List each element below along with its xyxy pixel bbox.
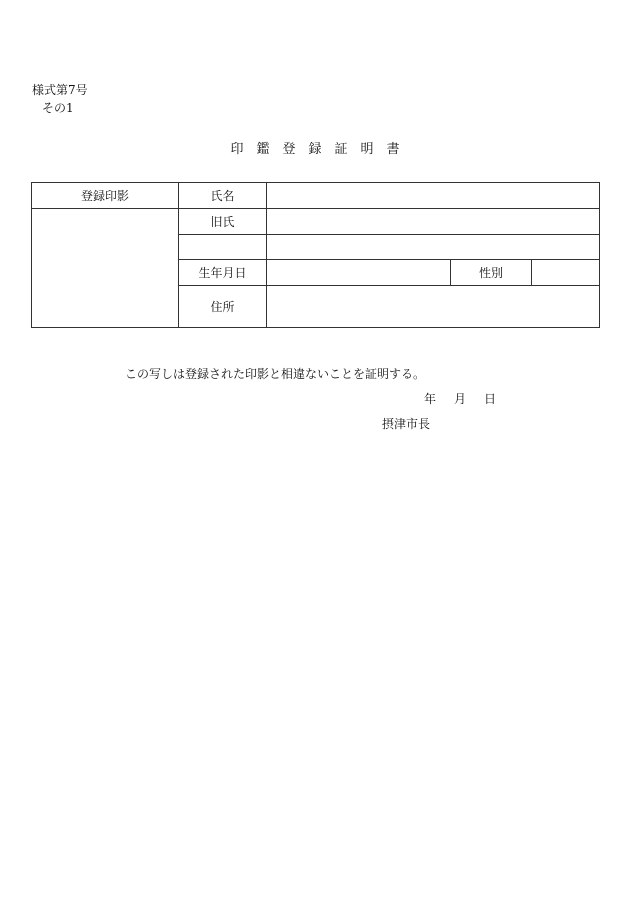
birthdate-label: 生年月日 [179, 260, 267, 286]
certification-statement: この写しは登録された印影と相違ないことを証明する。 [125, 367, 426, 381]
registration-table [31, 182, 600, 328]
table-row [32, 209, 600, 235]
former-name-value [267, 209, 600, 235]
year-label: 年 [424, 392, 437, 406]
form-sub-number: その1 [42, 101, 74, 115]
gender-value [532, 260, 600, 286]
day-label: 日 [484, 392, 497, 406]
seal-label: 登録印影 [32, 183, 179, 209]
gender-label: 性別 [451, 260, 532, 286]
issuer-name: 摂津市長 [382, 417, 431, 431]
document-title: 印 鑑 登 録 証 明 書 [230, 142, 400, 157]
blank-label [179, 235, 267, 260]
address-value [267, 286, 600, 328]
name-value [267, 183, 600, 209]
address-label: 住所 [179, 286, 267, 328]
birthdate-value [267, 260, 451, 286]
blank-value [267, 235, 600, 260]
former-name-label: 旧氏 [179, 209, 267, 235]
form-number: 様式第7号 [32, 83, 88, 97]
table-row [32, 183, 600, 209]
name-label: 氏名 [179, 183, 267, 209]
month-label: 月 [454, 392, 467, 406]
seal-impression-area [32, 209, 179, 328]
